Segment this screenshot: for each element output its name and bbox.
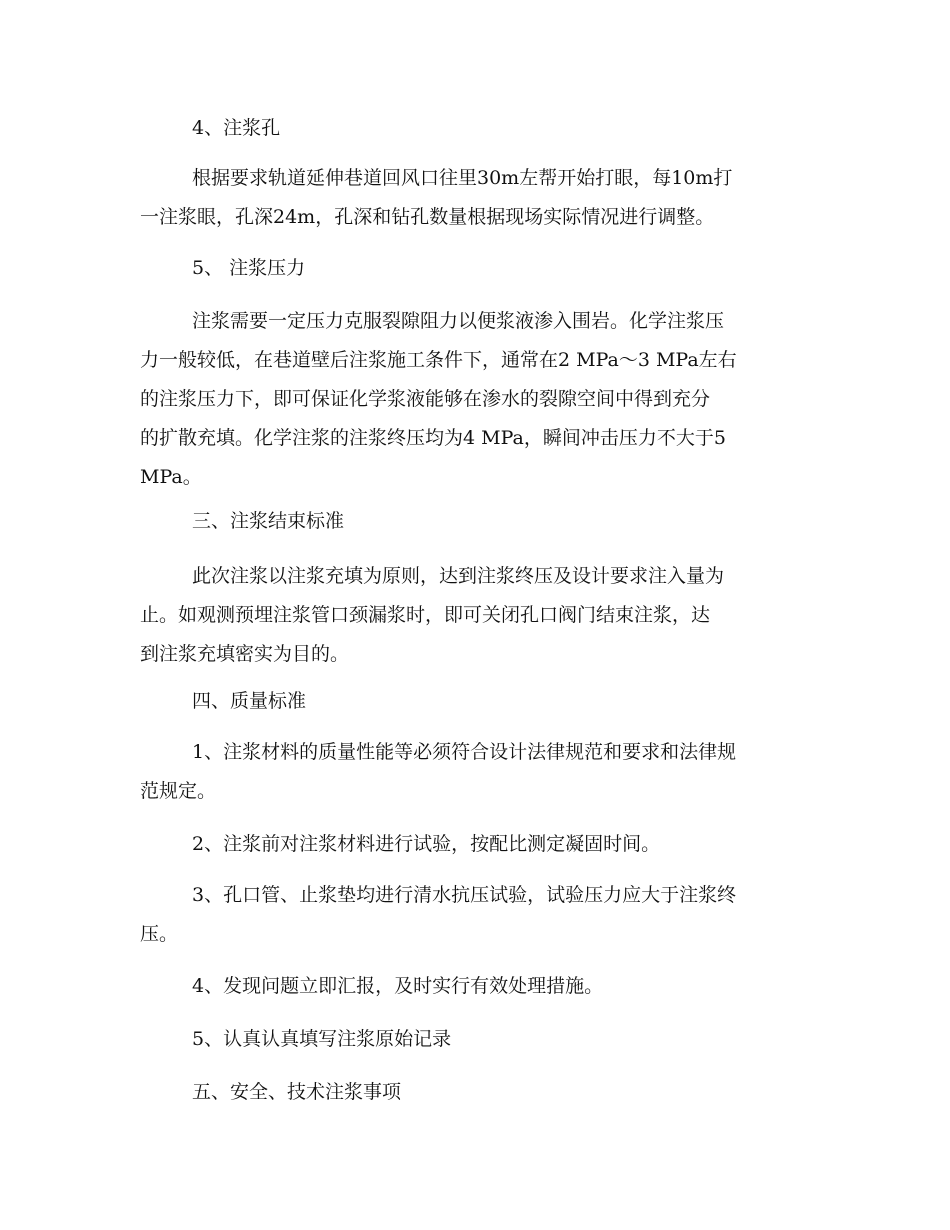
paragraph-line: 3、孔口管、止浆垫均进行清水抗压试验，试验压力应大于注浆终 [192, 884, 737, 906]
paragraph-line: 根据要求轨道延伸巷道回风口往里30m左帮开始打眼，每10m打 [192, 167, 733, 189]
quality-item-4 [140, 967, 820, 1006]
paragraph-line: 压。 [140, 923, 179, 945]
paragraph-line: 注浆需要一定压力克服裂隙阻力以便浆液渗入围岩。化学注浆压 [192, 310, 725, 332]
section-5-heading [140, 252, 820, 284]
heading-text: 五、安全、技术注浆事项 [192, 1081, 402, 1103]
section-quality-heading [140, 685, 820, 717]
quality-item-1 [140, 733, 820, 811]
paragraph-line: 此次注浆以注浆充填为原则，达到注浆终压及设计要求注入量为 [192, 565, 725, 587]
heading-text: 四、质量标准 [192, 690, 307, 712]
heading-text: 三、注浆结束标准 [192, 510, 345, 532]
paragraph-line: 的注浆压力下，即可保证化学浆液能够在渗水的裂隙空间中得到充分 [140, 388, 711, 410]
paragraph-line: MPa。 [140, 466, 202, 488]
heading-text: 5、 注浆压力 [192, 257, 306, 279]
paragraph-line: 1、注浆材料的质量性能等必须符合设计法律规范和要求和法律规 [192, 741, 737, 763]
paragraph-line: 5、认真认真填写注浆原始记录 [192, 1028, 452, 1050]
section-safety-heading [140, 1076, 820, 1108]
paragraph-line: 一注浆眼，孔深24m，孔深和钻孔数量根据现场实际情况进行调整。 [140, 206, 715, 228]
heading-text: 4、注浆孔 [192, 117, 281, 139]
paragraph-line: 2、注浆前对注浆材料进行试验，按配比测定凝固时间。 [192, 833, 661, 855]
section-4-heading [140, 112, 820, 144]
paragraph-line: 4、发现问题立即汇报，及时实行有效处理措施。 [192, 975, 604, 997]
paragraph-line: 的扩散充填。化学注浆的注浆终压均为4 MPa，瞬间冲击压力不大于5 [140, 427, 726, 449]
quality-item-5 [140, 1020, 820, 1059]
paragraph-line: 范规定。 [140, 780, 217, 802]
paragraph-line: 止。如观测预埋注浆管口颈漏浆时，即可关闭孔口阀门结束注浆，达 [140, 604, 711, 626]
section-3-heading [140, 505, 820, 537]
quality-item-3 [140, 876, 820, 954]
section-4-paragraph [140, 159, 820, 237]
section-3-paragraph [140, 557, 820, 674]
paragraph-line: 力一般较低，在巷道壁后注浆施工条件下，通常在2 MPa～3 MPa左右 [140, 349, 737, 371]
section-5-paragraph [140, 302, 820, 497]
paragraph-line: 到注浆充填密实为目的。 [140, 643, 350, 665]
quality-item-2 [140, 825, 820, 864]
